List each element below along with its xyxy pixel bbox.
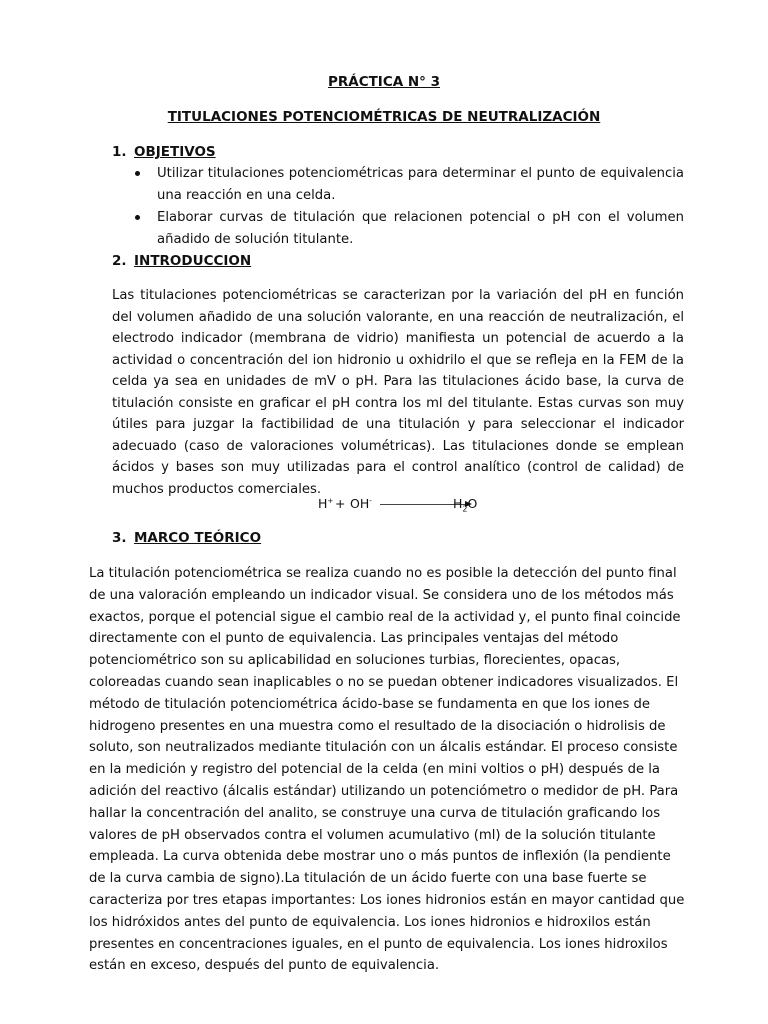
- section-number: 1.: [112, 144, 127, 160]
- section-number: 3.: [112, 530, 127, 546]
- section-title: INTRODUCCION: [134, 253, 252, 269]
- document-subtitle: TITULACIONES POTENCIOMÉTRICAS DE NEUTRALIZACIÓN: [167, 109, 601, 125]
- section-title: MARCO TEÓRICO: [134, 530, 262, 546]
- list-item: Utilizar titulaciones potenciométricas para determinar el punto de equivalencia una reacción en una celda.: [132, 163, 684, 207]
- section-number: 2.: [112, 253, 127, 269]
- product-water: $H_2O$: [453, 496, 478, 514]
- section-heading-introduccion: [112, 253, 251, 269]
- section-heading-marco-teorico: [112, 530, 261, 546]
- reactant-oh: OH-: [350, 496, 372, 511]
- document-title: PRÁCTICA N° 3: [327, 74, 441, 90]
- reactant-h: H+: [318, 496, 334, 511]
- introduction-paragraph: Las titulaciones potenciométricas se caracterizan por la variación del pH en función del volumen añadido de una solución valorante, en una reacción de neutralización, el electrodo indicador (membrana de vidrio) manifiesta un potencial de acuerdo a la actividad o concentración del ion hidronio u oxhidrilo el que se refleja en la FEM de la celda ya sea en unidades de mV o pH. Para las titulaciones ácido base, la curva de titulación consiste en graficar el pH contra los ml del titulante. Estas curvas son muy útiles para juzgar la factibilidad de una titulación y para seleccionar el indicador adecuado (caso de valoraciones volumétricas). Las titulaciones donde se emplean ácidos y bases son muy utilizadas para el control analítico (control de calidad) de muchos productos comerciales.: [112, 288, 684, 497]
- theory-paragraph: La titulación potenciométrica se realiza cuando no es posible la detección del punto final de una valoración empleando un indicador visual. Se considera uno de los métodos más exactos, porque el potencial sigue el cambio real de la actividad y, el punto final coincide directamente con el punto de equivalencia. Las principales ventajas del método potenciométrico son su aplicabilidad en soluciones turbias, florecientes, opacas, coloreadas cuando sean inaplicables o no se puedan obtener indicadores visualizados. El método de titulación potenciométrica ácido-base se fundamenta en que los iones de hidrogeno presentes en una muestra como el resultado de la disociación o hidrolisis de soluto, son neutralizados mediante titulación con un álcalis estándar. El proceso consiste en la medición y registro del potencial de la celda (en mini voltios o pH) después de la adición del reactivo (álcalis estándar) utilizando un potenciómetro o medidor de pH. Para hallar la concentración del analito, se construye una curva de titulación graficando los valores de pH observados contra el volumen acumulativo (ml) de la solución titulante empleada. La curva obtenida debe mostrar uno o más puntos de inflexión (la pendiente de la curva cambia de signo).La titulación de un ácido fuerte con una base fuerte se caracteriza por tres etapas importantes: Los iones hidronios están en mayor cantidad que los hidróxidos antes del punto de equivalencia. Los iones hidronios e hidroxilos están presentes en concentraciones iguales, en el punto de equivalencia. Los iones hidroxilos están en exceso, después del punto de equivalencia.: [89, 566, 685, 974]
- objectives-list: [132, 163, 684, 251]
- list-item: Elaborar curvas de titulación que relacionen potencial o pH con el volumen añadido de solución titulante.: [132, 207, 684, 251]
- section-title: OBJETIVOS: [134, 144, 216, 160]
- section-heading-objetivos: [112, 144, 216, 160]
- plus-sign: +: [335, 496, 346, 511]
